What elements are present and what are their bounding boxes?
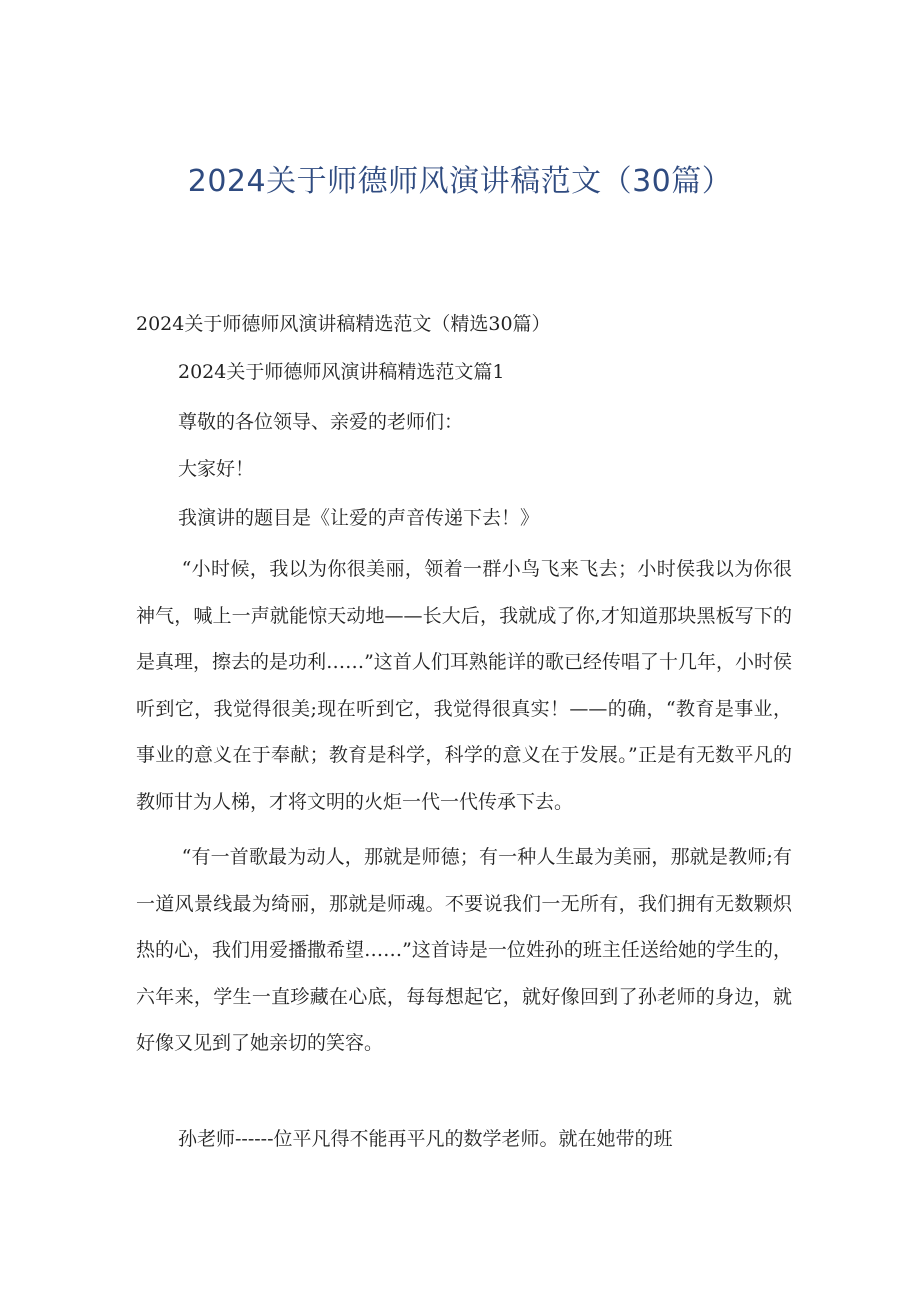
- salutation-line: 大家好！: [178, 458, 255, 480]
- body-paragraph-1: “小时候，我以为你很美丽，领着一群小鸟飞来飞去；小时侯我以为你很神气，喊上一声就能惊天动地——长大后，我就成了你,才知道那块黑板写下的是真理，擦去的是功利……”这首人们耳熟能详的歌已经传唱了十几年，小时侯听到它，我觉得很美;现在听到它，我觉得很真实！——的确，“教育是事业，事业的意义在于奉献；教育是科学，科学的意义在于发展。”正是有无数平凡的教师甘为人梯，才将文明的火炬一代一代传承下去。: [136, 558, 792, 813]
- document-title: 2024关于师德师风演讲稿范文（30篇）: [187, 164, 733, 199]
- topic-line: 我演讲的题目是《让爱的声音传递下去！》: [178, 507, 540, 529]
- greeting-line: 尊敬的各位领导、亲爱的老师们：: [178, 411, 464, 433]
- body-last-line: 孙老师------位平凡得不能再平凡的数学老师。就在她带的班: [178, 1128, 673, 1150]
- body-paragraph-2: “有一首歌最为动人，那就是师德；有一种人生最为美丽，那就是教师;有一道风景线最为绮丽，那就是师魂。不要说我们一无所有，我们拥有无数颗炽热的心，我们用爱播撒希望……”这首诗是一位姓孙的班主任送给她的学生的，六年来，学生一直珍藏在心底，每每想起它，就好像回到了孙老师的身边，就好像又见到了她亲切的笑容。: [136, 846, 792, 1054]
- section-heading: 2024关于师德师风演讲稿精选范文篇1: [178, 361, 505, 383]
- document-subtitle: 2024关于师德师风演讲稿精选范文（精选30篇）: [136, 313, 551, 335]
